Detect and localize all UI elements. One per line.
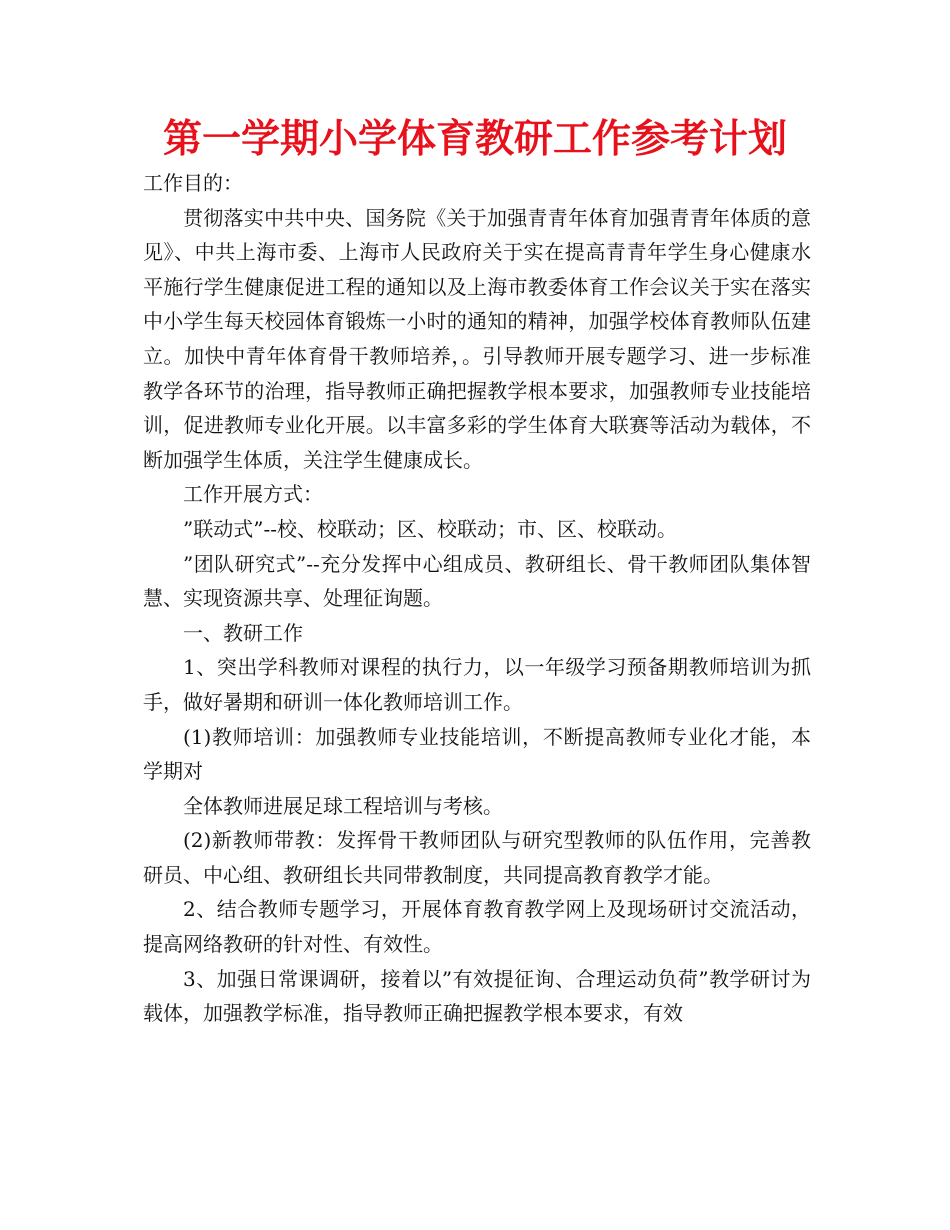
section-heading-teaching-research: 一、教研工作 <box>183 620 303 645</box>
paragraph-linkage-mode: ”联动式”--校、校联动；区、校联动；市、区、校联动。 <box>183 516 677 541</box>
document-body <box>143 166 811 1031</box>
paragraph-item-3: 3、加强日常课调研，接着以”有效提征询、合理运动负荷”教学研讨为载体，加强教学标准，指导教师正确把握教学根本要求，有效 <box>143 966 811 1026</box>
paragraph-football-training: 全体教师进展足球工程培训与考核。 <box>183 793 503 818</box>
paragraph-work-goal-heading: 工作目的： <box>143 171 243 195</box>
paragraph-item-1: 1、突出学科教师对课程的执行力，以一年级学习预备期教师培训为抓手，做好暑期和研训一体化教师培训工作。 <box>143 655 811 714</box>
paragraph-team-research-mode: ”团队研究式”--充分发挥中心组成员、教研组长、骨干教师团队集体智慧、实现资源共享、处理征询题。 <box>143 551 811 611</box>
paragraph-work-method-heading: 工作开展方式： <box>183 482 323 507</box>
paragraph-teacher-training: (1)教师培训：加强教师专业技能培训，不断提高教师专业化才能，本学期对 <box>143 724 811 784</box>
document-title: 第一学期小学体育教研工作参考计划 <box>162 117 787 162</box>
paragraph-work-goal: 贯彻落实中共中央、国务院《关于加强青青年体育加强青青年体质的意见》、中共上海市委、上海市人民政府关于实在提高青青年学生身心健康水平施行学生健康促进工程的通知以及上海市教委体育工作会议关于实在落实中小学生每天校园体育锻炼一小时的通知的精神，加强学校体育教师队伍建立。加快中青年体育骨干教师培养，。引导教师开展专题学习、进一步标准教学各环节的治理，指导教师正确把握教学根本要求，加强教师专业技能培训，促进教师专业化开展。以丰富多彩的学生体育大联赛等活动为载体，不断加强学生体质，关注学生健康成长。 <box>143 205 811 472</box>
paragraph-new-teacher-mentoring: (2)新教师带教：发挥骨干教师团队与研究型教师的队伍作用，完善教研员、中心组、教研组长共同带教制度，共同提高教育教学才能。 <box>143 828 811 887</box>
paragraph-item-2: 2、结合教师专题学习，开展体育教育教学网上及现场研讨交流活动，提高网络教研的针对性、有效性。 <box>143 897 811 957</box>
